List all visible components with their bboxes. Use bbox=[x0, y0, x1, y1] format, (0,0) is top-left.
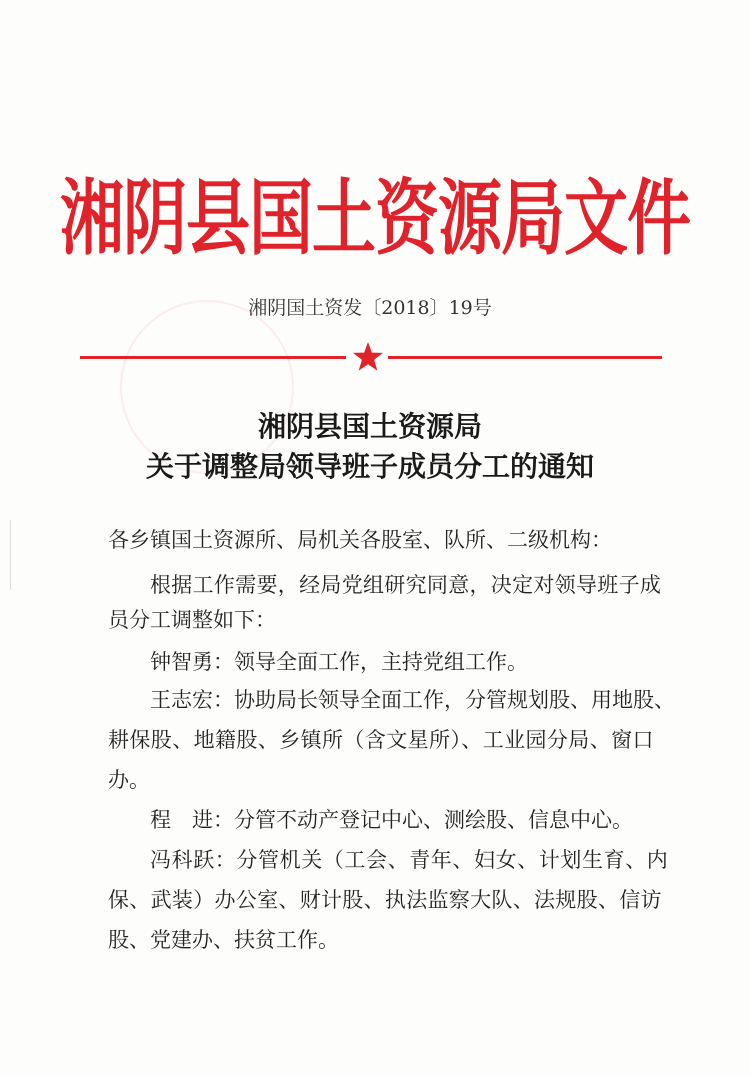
zhong-duty-line1: 钟智勇：领导全面工作，主持党组工作。 bbox=[150, 650, 528, 674]
wang-duty-line3: 办。 bbox=[108, 768, 150, 792]
feng-duty-line2: 保、武装）办公室、财计股、执法监察大队、法规股、信访 bbox=[108, 888, 662, 912]
red-divider bbox=[80, 341, 662, 375]
feng-duty-line1: 冯科跃：分管机关（工会、青年、妇女、计划生育、内 bbox=[150, 848, 669, 872]
scan-edge-mark bbox=[0, 520, 11, 590]
star-icon bbox=[352, 341, 384, 373]
wang-duty-line2: 耕保股、地籍股、乡镇所（含文星所）、工业园分局、窗口 bbox=[108, 728, 654, 752]
notice-title-line2: 关于调整局领导班子成员分工的通知 bbox=[145, 450, 594, 483]
notice-title-line1: 湘阴县国土资源局 bbox=[257, 410, 482, 443]
cheng-duty-line1: 程 进：分管不动产登记中心、测绘股、信息中心。 bbox=[150, 808, 633, 832]
intro-line1: 根据工作需要，经局党组研究同意，决定对领导班子成 bbox=[150, 573, 662, 597]
wang-duty-line1: 王志宏：协助局长领导全面工作，分管规划股、用地股、 bbox=[150, 688, 675, 712]
addressee-line: 各乡镇国土资源所、局机关各股室、队所、二级机构： bbox=[108, 528, 612, 552]
document-number: 湘阴国土资发〔2018〕19号 bbox=[248, 297, 492, 319]
divider-line-left bbox=[80, 356, 346, 359]
feng-duty-line3: 股、党建办、扶贫工作。 bbox=[108, 928, 339, 952]
intro-line2: 员分工调整如下： bbox=[108, 608, 276, 632]
divider-line-right bbox=[388, 356, 662, 359]
red-header-title: 湘阴县国土资源局文件 bbox=[60, 170, 690, 267]
